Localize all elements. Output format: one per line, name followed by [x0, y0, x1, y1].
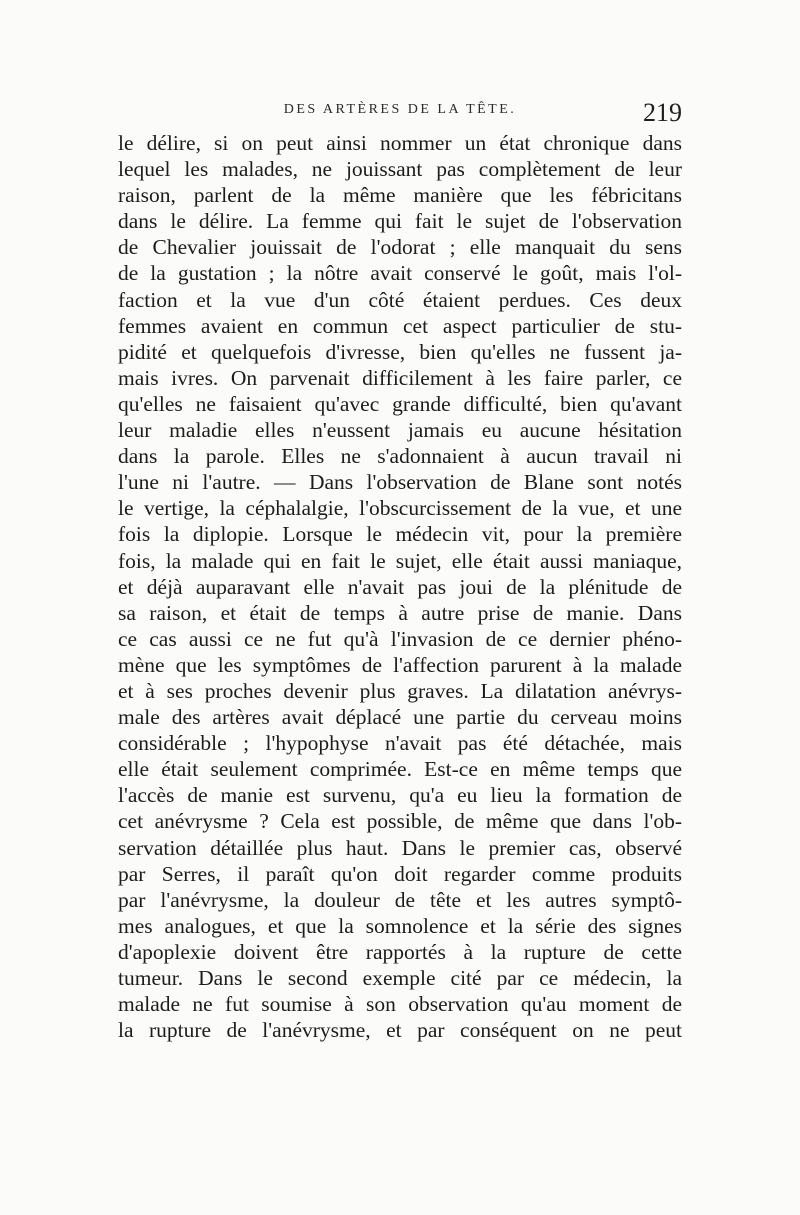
text-line: tumeur. Dans le second exemple cité par ce médecin, la [118, 966, 682, 990]
text-line: ce cas aussi ce ne fut qu'à l'invasion de ce dernier phéno- [118, 626, 682, 651]
text-line: elle était seulement comprimée. Est-ce en même temps que [118, 757, 682, 782]
text-line: mes analogues, et que la somnolence et la série des signes [118, 913, 682, 938]
text-line: l'une ni l'autre. — Dans l'observation de Blane sont notés [118, 470, 682, 495]
text-line: raison, parlent de la même manière que les fébricitans [118, 183, 682, 208]
text-line: de Chevalier jouissait de l'odorat ; elle manquait du sens [118, 235, 682, 260]
text-line: le délire, si on peut ainsi nommer un état chronique dans [118, 131, 682, 155]
running-title: DES ARTÈRES DE LA TÊTE. [283, 102, 517, 117]
text-line: lequel les malades, ne jouissant pas complètement de leur [118, 157, 682, 182]
text-line: sa raison, et était de temps à autre prise de manie. Dans [118, 600, 682, 625]
text-line: mène que les symptômes de l'affection parurent à la malade [118, 652, 682, 677]
text-line: fois, la malade qui en fait le sujet, elle était aussi maniaque, [118, 548, 682, 573]
text-line: mais ivres. On parvenait difficilement à les faire parler, ce [118, 365, 682, 390]
text-line: la rupture de l'anévrysme, et par conséquent on ne peut [118, 1018, 682, 1043]
text-line: et à ses proches devenir plus graves. La dilatation anévrys- [118, 678, 682, 703]
text-line: fois la diplopie. Lorsque le médecin vit, pour la première [118, 522, 682, 547]
text-line: qu'elles ne faisaient qu'avec grande difficulté, bien qu'avant [118, 391, 682, 416]
text-line: d'apoplexie doivent être rapportés à la rupture de cette [118, 939, 682, 964]
text-line: et déjà auparavant elle n'avait pas joui de la plénitude de [118, 574, 682, 599]
text-line: pidité et quelquefois d'ivresse, bien qu'elles ne fussent ja- [118, 339, 682, 364]
text-line: le vertige, la céphalalgie, l'obscurcissement de la vue, et une [118, 496, 682, 521]
text-line: femmes avaient en commun cet aspect particulier de stu- [118, 313, 682, 338]
page-number: 219 [643, 98, 682, 127]
text-line: faction et la vue d'un côté étaient perdues. Ces deux [118, 287, 682, 312]
text-line: dans le délire. La femme qui fait le sujet de l'observation [118, 209, 682, 234]
body-text [118, 130, 682, 1043]
text-line: malade ne fut soumise à son observation qu'au moment de [118, 992, 682, 1017]
text-line: dans la parole. Elles ne s'adonnaient à aucun travail ni [118, 444, 682, 469]
text-line: de la gustation ; la nôtre avait conservé le goût, mais l'ol- [118, 261, 682, 286]
text-line: l'accès de manie est survenu, qu'a eu lieu la formation de [118, 783, 682, 808]
text-line: servation détaillée plus haut. Dans le premier cas, observé [118, 835, 682, 860]
text-line: considérable ; l'hypophyse n'avait pas été détachée, mais [118, 731, 682, 756]
text-line: par Serres, il paraît qu'on doit regarder comme produits [118, 861, 682, 886]
text-line: male des artères avait déplacé une partie du cerveau moins [118, 705, 682, 730]
running-head [118, 98, 682, 126]
text-line: par l'anévrysme, la douleur de tête et les autres symptô- [118, 887, 682, 912]
text-line: leur maladie elles n'eussent jamais eu aucune hésitation [118, 418, 682, 443]
text-line: cet anévrysme ? Cela est possible, de même que dans l'ob- [118, 809, 682, 834]
